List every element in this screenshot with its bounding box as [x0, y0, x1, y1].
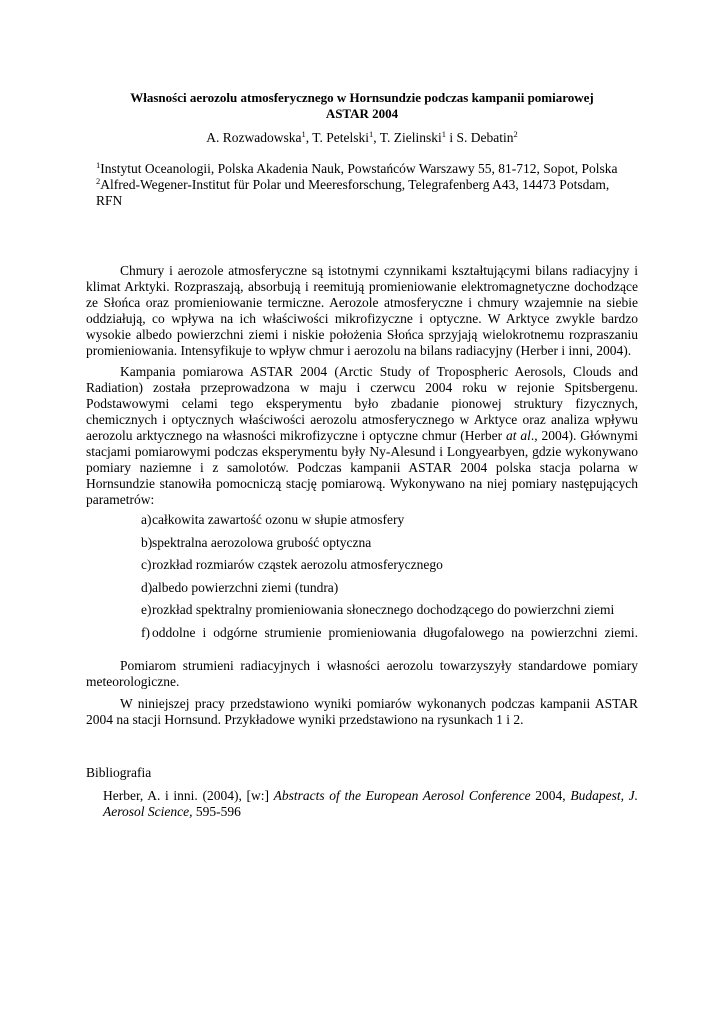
paper-title — [86, 90, 638, 122]
affiliation-mark: 1 — [96, 160, 101, 170]
author-separator: , — [305, 130, 313, 145]
parameter-list — [86, 512, 638, 647]
biblio-text-1: Herber, A. i inni. (2004), [w:] — [103, 788, 274, 803]
list-item — [86, 535, 638, 558]
list-item-label: d) — [141, 579, 153, 595]
affiliation-text: Instytut Oceanologii, Polska Akadenia Nauk, Powstańców Warszawy 55, 81-712, Sopot, Polska — [100, 161, 618, 176]
title-line-2: ASTAR 2004 — [325, 106, 399, 121]
bibliography-heading: Bibliografia — [86, 765, 152, 780]
affiliation-mark: 2 — [96, 176, 101, 186]
list-item-label: b) — [141, 534, 153, 550]
list-item — [86, 602, 638, 625]
list-item-text: albedo powierzchni ziemi (tundra) — [152, 579, 339, 595]
paragraph-2 — [86, 364, 638, 508]
biblio-text-2: 2004, — [530, 788, 571, 803]
biblio-text-3: 595-596 — [192, 804, 241, 819]
author-affiliation-mark: 1 — [368, 129, 374, 139]
paragraph-1: Chmury i aerozole atmosferyczne są istotnymi czynnikami kształtującymi bilans radiacyjny i klimat Arktyki. Rozpraszają, absorbują i reemitują promieniowanie elektromagnetyczne dochodzące ze Słońca oraz promieniowanie termiczne. Aerozole atmosferyczne i chmury wzajemnie na siebie oddziałują, co wpływa na ich właściwości mikrofizyczne i optyczne. W Arktyce zwykle bardzo wysokie albedo powierzchni ziemi i niskie położenia Słońca sprzyjają wielokrotnemu rozpraszaniu promieniowania. Intensyfikuje to wpływ chmur i aerozolu na bilans radiacyjny (Herber i inni, 2004). — [86, 263, 638, 358]
paragraph-3: Pomiarom strumieni radiacyjnych i własności aerozolu towarzyszyły standardowe pomiary meteorologiczne. — [86, 658, 638, 689]
paragraph-2-italic: at al — [506, 428, 531, 443]
author-list — [86, 130, 638, 146]
list-item-label: a) — [141, 512, 152, 527]
author-affiliation-mark: 2 — [513, 129, 518, 139]
paragraph-2-text-b: ., 2004). Głównymi stacjami pomiarowymi podczas eksperymentu były Ny-Alesund i Longyearbyen, gdzie wykonywano pomiary naziemne i z samolotów. Podczas kampanii ASTAR 2004 polska stacja polarna w Hornsundzie stanowiła pomocniczą stację pomiarową. Wykonywano na niej pomiary następujących parametrów: — [86, 428, 638, 507]
abstract-body — [86, 263, 638, 728]
bibliography-entry — [103, 788, 638, 820]
list-item-text: rozkład spektralny promieniowania słonecznego dochodzącego do powierzchni ziemi — [152, 602, 615, 617]
title-line-1: Własności aerozolu atmosferycznego w Hornsundzie podczas kampanii pomiarowej — [130, 90, 594, 105]
list-item-text: rozkład rozmiarów cząstek aerozolu atmosferycznego — [152, 557, 443, 572]
list-item-label: e) — [141, 602, 152, 617]
paragraph-4: W niniejszej pracy przedstawiono wyniki pomiarów wykonanych podczas kampanii ASTAR 2004 na stacji Hornsund. Przykładowe wyniki przedstawiono na rysunkach 1 i 2. — [86, 696, 638, 727]
author-name: S. Debatin — [456, 130, 514, 145]
affiliations — [96, 161, 638, 209]
author-name: A. Rozwadowska — [206, 130, 302, 145]
list-item-label: f) — [141, 624, 150, 640]
paragraph-2-text-a: Kampania pomiarowa ASTAR 2004 (Arctic Study of Tropospheric Aerosols, Clouds and Radiation) została przeprowadzona w maju i czerwcu 2004 roku w rejonie Spitsbergenu. Podstawowymi celami tego eksperymentu było zbadanie pionowej struktury fizycznych, chemicznych i optycznych właściwości aerozolu atmosferycznego w Arktyce oraz analiza wpływu aerozolu arktycznego na własności mikrofizyczne i optyczne chmur (Herber — [86, 364, 638, 443]
biblio-italic-1: Abstracts of the European Aerosol Conference — [273, 788, 531, 803]
list-item-label: c) — [141, 557, 152, 572]
list-item-text: całkowita zawartość ozonu w słupie atmosfery — [152, 512, 405, 527]
list-item — [86, 557, 638, 580]
author-conjunction: i — [446, 130, 457, 145]
list-item — [86, 512, 638, 535]
author-separator: , — [373, 130, 380, 145]
list-item-text: spektralna aerozolowa grubość optyczna — [152, 534, 372, 550]
affiliation-text: Alfred-Wegener-Institut für Polar und Meeresforschung, Telegrafenberg A43, 14473 Potsdam, RFN — [96, 177, 610, 208]
list-item — [86, 580, 638, 603]
affiliation-2 — [96, 177, 638, 209]
author-affiliation-mark: 1 — [441, 129, 446, 139]
list-item-text: oddolne i odgórne strumienie promieniowania długofalowego na powierzchni ziemi. — [152, 624, 638, 640]
affiliation-1 — [96, 161, 638, 177]
author-name: T. Petelski — [312, 130, 369, 145]
author-affiliation-mark: 1 — [301, 129, 306, 139]
list-item — [86, 625, 638, 648]
author-name: T. Zielinski — [379, 130, 442, 145]
biblio-italic-2: Budapest, J. Aerosol Science, — [103, 788, 638, 819]
